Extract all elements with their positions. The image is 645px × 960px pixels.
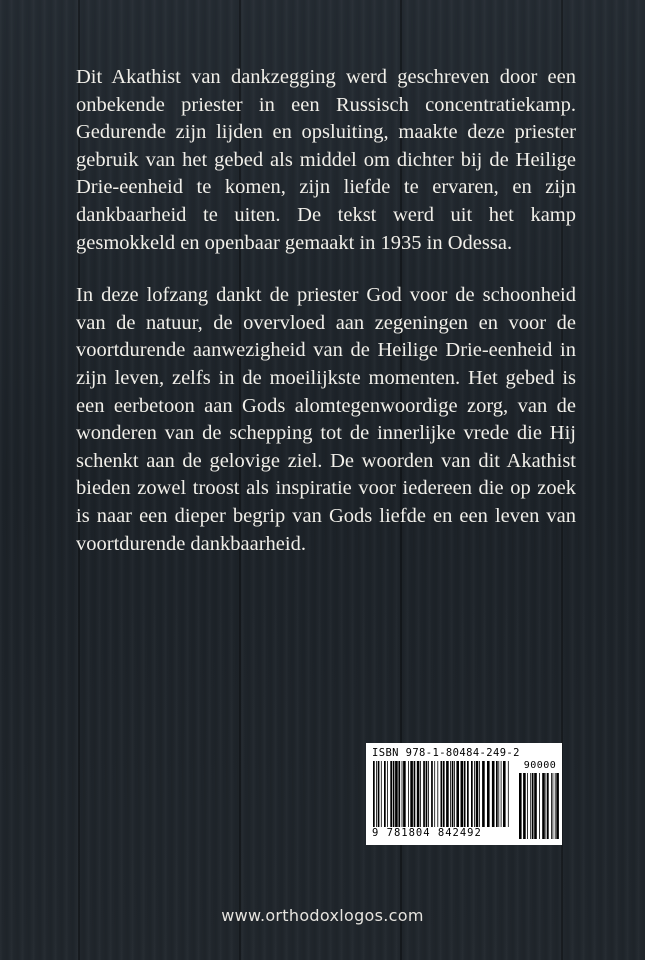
- isbn-text: ISBN 978-1-80484-249-2: [372, 747, 520, 759]
- blurb: [76, 64, 576, 583]
- ean-digits: 9 781804 842492: [372, 827, 512, 839]
- blurb-paragraph-1: Dit Akathist van dankzegging werd geschreven door een onbekende priester in een Russisch concentratiekamp. Gedurende zijn lijden en opsluiting, maakte deze priester gebruik van het gebed als middel om dichter bij de Heilige Drie-eenheid te komen, zijn liefde te ervaren, en zijn dankbaarheid te uiten. De tekst werd uit het kamp gesmokkeld en openbaar gemaakt in 1935 in Odessa.: [76, 66, 576, 254]
- barcode-row: [372, 761, 556, 841]
- isbn-barcode: [366, 743, 562, 845]
- addon-digits: 90000: [523, 760, 557, 771]
- publisher-website: www.orthodoxlogos.com: [221, 906, 424, 925]
- addon-barcode-bars: [518, 773, 562, 839]
- ean-barcode-bars: [372, 761, 512, 833]
- blurb-paragraph-2: In deze lofzang dankt de priester God voor de schoonheid van de natuur, de overvloed aan zegeningen en voor de voortdurende aanwezigheid van de Heilige Drie-eenheid in zijn leven, zelfs in de moeilijkste momenten. Het gebed is een eerbetoon aan Gods alomtegenwoordige zorg, van de wonderen van de schepping tot de innerlijke vrede die Hij schenkt aan de gelovige ziel. De woorden van dit Akathist bieden zowel troost als inspiratie voor iedereen die op zoek is naar een dieper begrip van Gods liefde en een leven van voortdurende dankbaarheid.: [76, 284, 576, 555]
